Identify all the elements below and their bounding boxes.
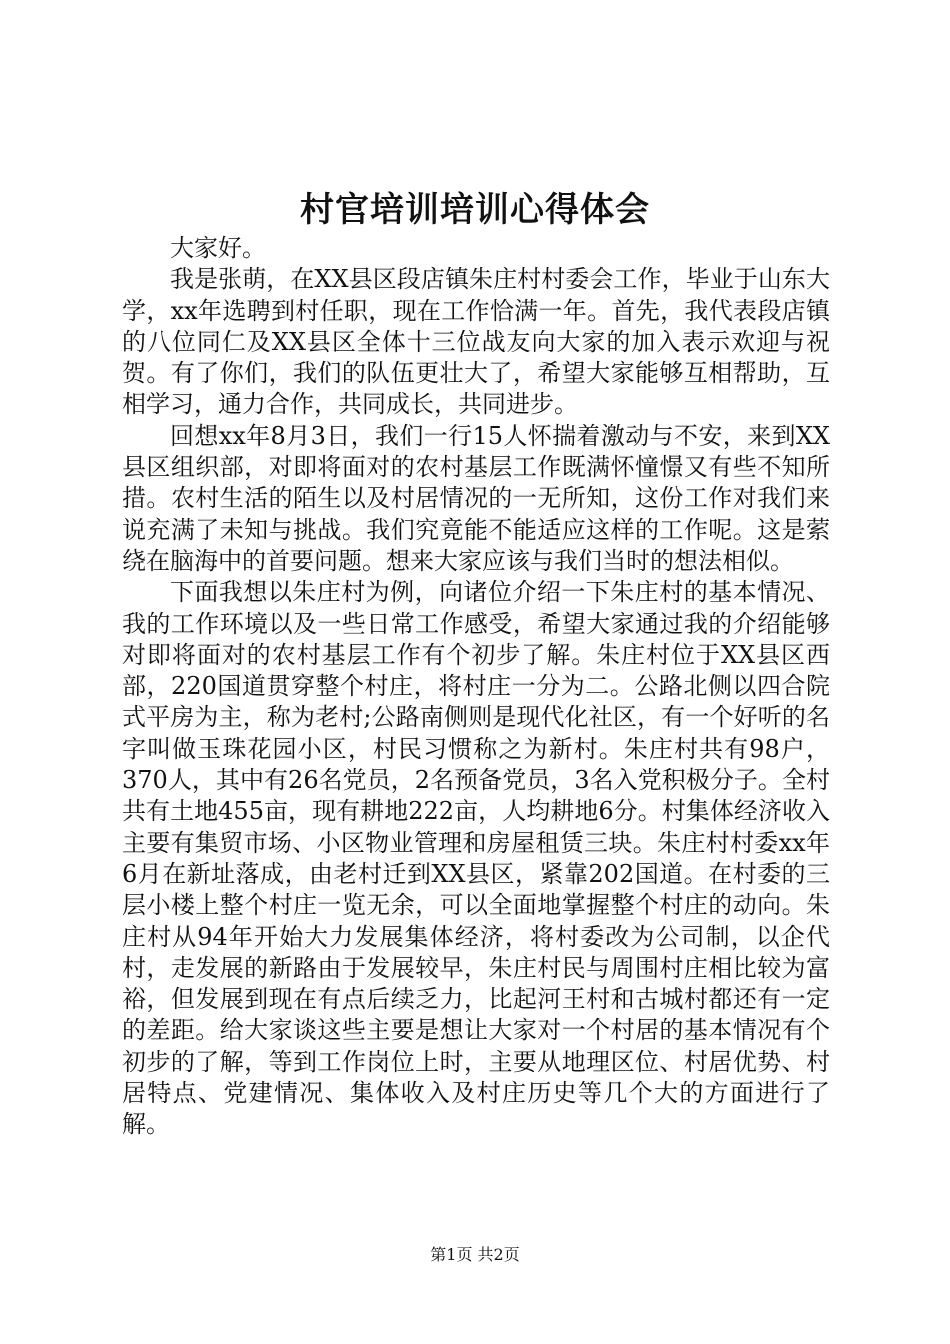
document-title: 村官培训培训心得体会 xyxy=(300,190,650,230)
paragraph-village-overview: 下面我想以朱庄村为例，向诸位介绍一下朱庄村的基本情况、我的工作环境以及一些日常工作感受，希望大家通过我的介绍能够对即将面对的农村基层工作有个初步了解。朱庄村位于XX县区西部，220国道贯穿整个村庄，将村庄一分为二。公路北侧以四合院式平房为主，称为老村;公路南侧则是现代化社区，有一个好听的名字叫做玉珠花园小区，村民习惯称之为新村。朱庄村共有98户，370人，其中有26名党员，2名预备党员，3名入党积极分子。全村共有土地455亩，现有耕地222亩，人均耕地6分。村集体经济收入主要有集贸市场、小区物业管理和房屋租赁三块。朱庄村村委xx年6月在新址落成，由老村迁到XX县区，紧靠202国道。在村委的三层小楼上整个村庄一览无余，可以全面地掌握整个村庄的动向。朱庄村从94年开始大力发展集体经济，将村委改为公司制，以企代村，走发展的新路由于发展较早，朱庄村民与周围村庄相比较为富裕，但发展到现在有点后续乏力，比起河王村和古城村都还有一定的差距。给大家谈这些主要是想让大家对一个村居的基本情况有个初步的了解，等到工作岗位上时，主要从地理区位、村居优势、村居特点、党建情况、集体收入及村庄历史等几个大的方面进行了解。 xyxy=(122,578,830,1139)
paragraph-introduction: 我是张萌，在XX县区段店镇朱庄村村委会工作，毕业于山东大学，xx年选聘到村任职，现在工作恰满一年。首先，我代表段店镇的八位同仁及XX县区全体十三位战友向大家的加入表示欢迎与祝贺。有了你们，我们的队伍更壮大了，希望大家能够互相帮助，互相学习，通力合作，共同成长，共同进步。 xyxy=(122,265,830,419)
paragraph-recollection: 回想xx年8月3日，我们一行15人怀揣着激动与不安，来到XX县区组织部，对即将面对的农村基层工作既满怀憧憬又有些不知所措。农村生活的陌生以及村居情况的一无所知，这份工作对我们来说充满了未知与挑战。我们究竟能不能适应这样的工作呢。这是萦绕在脑海中的首要问题。想来大家应该与我们当时的想法相似。 xyxy=(122,421,830,575)
page-footer: 第1页 共2页 xyxy=(430,1245,520,1264)
paragraph-greeting: 大家好。 xyxy=(170,234,266,262)
document-body xyxy=(122,233,830,1141)
